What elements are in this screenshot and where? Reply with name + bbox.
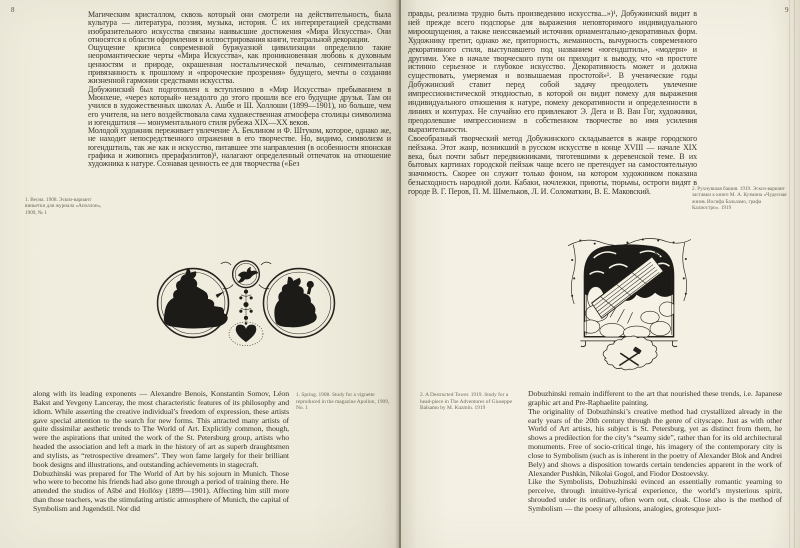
caption-tower-english: 2. A Destructed Tower. 1919. Study for a head-piece in The Adventures of Giuseppe Balsamo by M. Kuzmin. 1919: [420, 392, 512, 412]
english-paragraph: Dobuzhinski remain indifferent to the art that nourished these trends, i.e. Japanese graphic art and Pre-Raphaelite painting.: [528, 389, 782, 407]
spring-vignette-illustration: [156, 256, 336, 350]
english-paragraph: Like the Symbolists, Dobuzhinski evinced an essentially romantic yearning to perceive, through intuitive-lyrical experience, the world’s mysterious spirit, shrouded under its ordinary, often worn out, cloak. Close also is the method of Symbolism — the poesy of allusions, analogies, grotesque juxt-: [528, 477, 782, 513]
russian-paragraph: Добужинский был подготовлен к вступлению в «Мир Искусства» пребыванием в Мюнхене, «через который» незадолго до этого прошли все его будущие друзья. Там он учился в художественных школах А. Ашбе и Ш. Холлоши (1899—1901), но больше, чем его учителя, на него воздействовала сама художественная атмосфера столицы символизма и югендштиля — монументального стиля рубежа XIX—XX веков.: [88, 84, 391, 127]
english-text-column-p9: [528, 390, 782, 514]
caption-tower-russian: 2. Рухнувшая башня. 1919. Эскиз-вариант заставки к книге М. А. Кузмина «Чудесная жизнь Иосифа Бальзамо, графа Калиостро». 1919: [692, 186, 787, 212]
falling-tower-headpiece-icon: [565, 231, 693, 375]
page-edge-line: [794, 0, 795, 548]
silhouette-medallions-icon: [156, 256, 336, 350]
russian-paragraph: Молодой художник переживает увлечение А. Беклином и Ф. Штуком, которое, однако же, не находит непосредственного отражения в его творчестве. Но, видимо, символизм и югендштиль, так же как и искусство, питавшее эти направления (в особенности японская графика и живопись прерафаэлитов)¹, налагают определенный отпечаток на отношение художника к натуре. Сознавая ценность ее для творчества («Без: [88, 126, 391, 169]
russian-paragraph: правды, реализма трудно быть произведению искусства...»)¹, Добужинский видит в ней прежде всего подспорье для выражения неповторимого индивидуального мироощущения, а также неиссякаемый источник орнаментально-декоративных форм. Художнику претит, однако же, приторность, жеманность, вычурность современного декоративного стиля, выступавшего под названием «югендштиль», «модерн» и другими. Уже в начале творческого пути он приходит к выводу, что «в простоте истинно серьезное и глубокое искусство. Декоративность может и должна существовать, умеряемая и возвышаемая простотой»¹. В ученические годы Добужинский ставит перед собой задачу преодолеть увлечение импрессионистической этюдностью, в которой он видит помеху для выражения индивидуального отношения к натуре, помеху декоративности и определенности в линиях и контурах. Не случайно его привлекают Э. Дега и В. Ван Гог, художники, преодолевшие импрессионизм в собственном творчестве во имя усиления выразительности.: [408, 9, 697, 134]
english-paragraph: Dobuzhinski was prepared for The World of Art by his sojourn in Munich. Those who were to become his friends had also gone through a period of training there. He attended the studios of Ašbé and Hollósy (1899—1901). Affecting him still more than those teachers, was the stimulating artistic atmosphere of Munich, the capital of Symbolism and Jugendstil. Nor did: [33, 468, 289, 513]
caption-spring-english: 1. Spring. 1908. Study for a vignette reproduced in the magazine Apollon, 1909, No. 1: [296, 392, 390, 412]
russian-paragraph: Магическим кристаллом, сквозь который они смотрели на действительность, была культура — литература, поэзия, музыка, история. С их интерпретацией средствами изобразительного искусства связаны наивысшие достижения «Мира Искусства». Они относятся к области оформления и иллюстрирования книги, театральной декорации.: [88, 10, 391, 44]
russian-text-column-p9: [408, 10, 697, 197]
russian-paragraph: Своеобразный творческий метод Добужинского складывается в жанре городского пейзажа. Этот жанр, возникший в русском искусстве в конце XVIII — начале XIX века, был почти забыт передвижниками, тяготевшими к деревенской теме. В их бытовых картинах городской пейзаж чаще всего не претендует на самостоятельную значимость. Скорее он служит только фоном, на котором художником показана безысходность народной доли. Кабаки, ночлежки, приюты, тюрьмы, остроги видят в городе В. Г. Перов, П. М. Шмельков, Л. И. Соломаткин, В. Е. Маковский.: [408, 133, 697, 197]
english-paragraph: along with its leading exponents — Alexandre Benois, Konstantin Somov, Léon Bakst and Yevgeny Lanceray, the most characteristic features of its philosophy and idiom. While asserting the creative individual’s freedom of expression, these artists gave special attention to the search for new forms. This attracted many artists of quite dissimilar aesthetic trends to The World of Art. Explicitly common, though, were the aspirations that united the work of the St. Petersburg group, artists who headed the association and left a mark in the history of art as superb draughtsmen and stylists, as “retrospective dreamers”. They won fame largely for their brilliant book designs and illustrations, and outstanding achievements in stagecraft.: [33, 389, 289, 469]
russian-text-column-p8: [88, 11, 391, 169]
russian-paragraph: Ощущение кризиса современной буржуазной цивилизации определило такие неоромантические черты «Мира Искусства», как проникновенная любовь к духовным ценностям и природе, окрашенная ностальгической печалью, сентиментальная привязанность к прошлому и «пророческие прозрения» будущего, мечты о создании жизненной гармонии средствами искусства.: [88, 43, 391, 86]
destructed-tower-illustration: [565, 231, 693, 375]
english-paragraph: The originality of Dobuzhinski’s creative method had crystallized already in the early years of the 20th century through the genre of cityscape. Just as with other World of Art artists, his subject is St. Petersburg, yet as distinct from them, he shows a predilection for the city’s “seamy side”, rather than for its old architectural monuments. Free of socio-critical tinge, his imagery of the contemporary city is close to Symbolism (such as is inherent in the poetry of Alexander Blok and Andrei Bely) and shows a disposition towards certain tendencies apparent in the work of Alexander Pushkin, Nikolai Gogol, and Fiodor Dostoevsky.: [528, 406, 782, 478]
page-edge-line: [789, 0, 790, 548]
page-number-8: 8: [11, 6, 15, 14]
page-number-9: 9: [785, 6, 789, 14]
english-text-column-p8: [33, 390, 289, 514]
caption-spring-russian: 1. Весна. 1908. Эскиз-вариант виньетки для журнала «Аполлон», 1909, № 1: [25, 197, 102, 216]
